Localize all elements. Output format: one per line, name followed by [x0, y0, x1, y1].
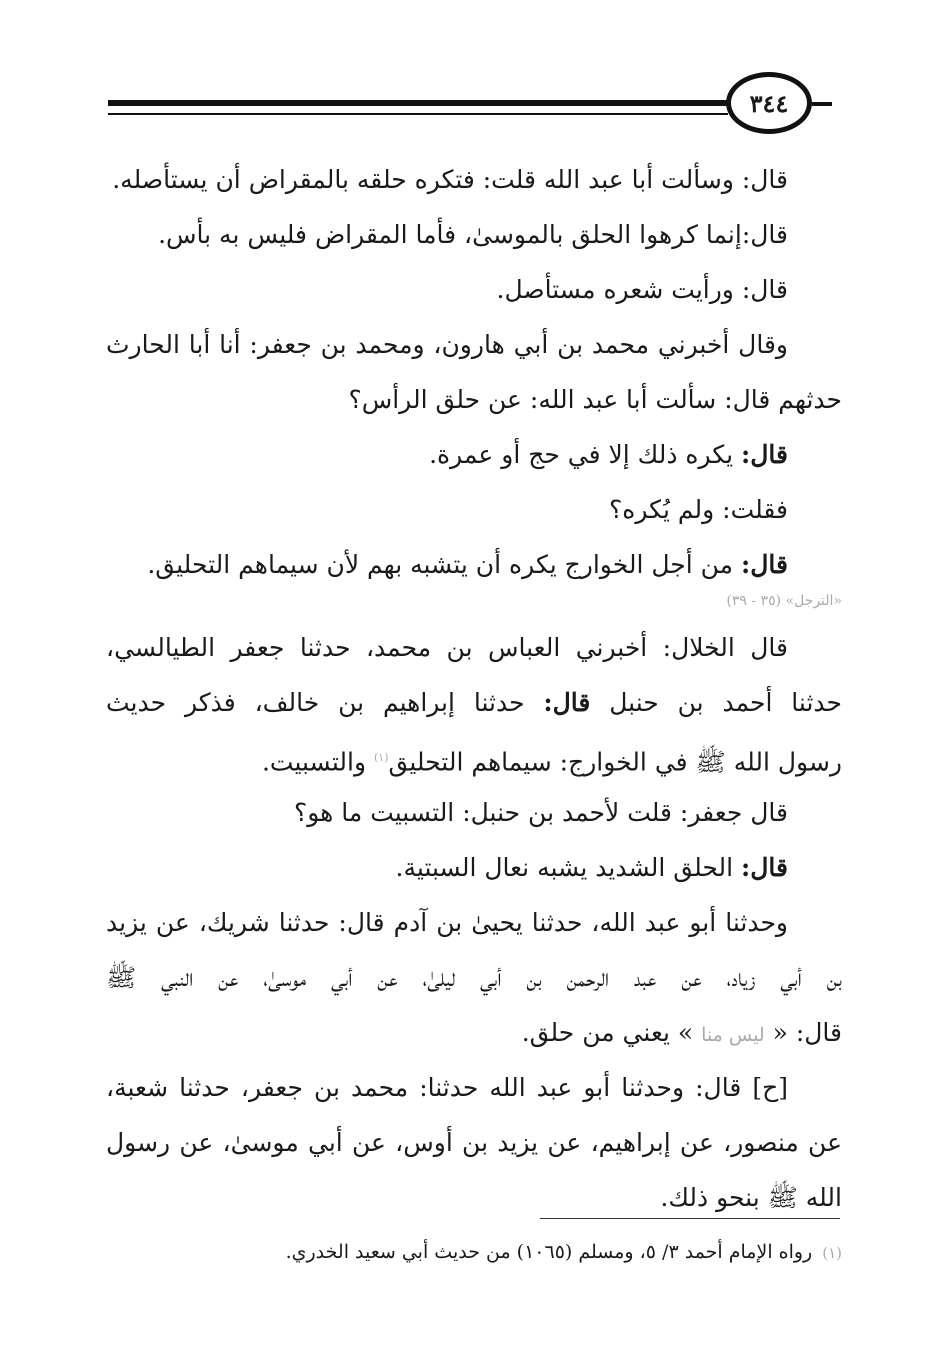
header-rule-thin [108, 113, 728, 115]
speaker-label: قال: [741, 853, 788, 882]
text-line: قال: ورأيت شعره مستأصل. [496, 275, 788, 304]
header-rule-right [812, 102, 832, 106]
text-line: قال جعفر: قلت لأحمد بن حنبل: التسبيت ما هو؟ [293, 798, 788, 827]
text-line: عن منصور، عن إبراهيم، عن يزيد بن أوس، عن أبي موسىٰ، عن رسول [106, 1128, 842, 1157]
footnote-number: (١) [822, 1244, 842, 1262]
header-rule-thick [108, 100, 728, 106]
footnote [106, 1232, 842, 1272]
text-line: قال:إنما كرهوا الحلق بالموسىٰ، فأما المقراض فليس به بأس. [158, 220, 788, 249]
line-text: والتسبيت. [261, 747, 374, 777]
text-line: وقال أخبرني محمد بن أبي هارون، ومحمد بن جعفر: أنا أبا الحارث [106, 330, 788, 359]
footnote-divider [540, 1218, 840, 1219]
line-text: حدثنا إبراهيم بن خالف، فذكر حديث [106, 688, 544, 717]
text-line [106, 537, 842, 593]
line-text: رسول الله ﷺ في الخوارج: سيماهم التحليق [388, 747, 842, 777]
footnote-text: رواه الإمام أحمد ٣/ ٥، ومسلم (١٠٦٥) من حديث أبي سعيد الخدري. [285, 1241, 813, 1263]
text-line [106, 1005, 842, 1061]
text-line: [ح] قال: وحدثنا أبو عبد الله حدثنا: محمد بن جعفر، حدثنا شعبة، [106, 1073, 788, 1102]
text-line: وحدثنا أبو عبد الله، حدثنا يحيىٰ بن آدم قال: حدثنا شريك، عن يزيد [106, 908, 788, 937]
line-text: يكره ذلك إلا في حج أو عمرة. [429, 440, 742, 469]
line-text: حدثنا أحمد بن حنبل [590, 688, 842, 717]
text-line: الله ﷺ بنحو ذلك. [660, 1183, 842, 1212]
page-header [0, 0, 931, 150]
text-line: بن أبي زياد، عن عبد الرحمن بن أبي ليلىٰ، عن أبي موسىٰ، عن النبي ﷺ [106, 963, 842, 992]
text-line [106, 427, 842, 483]
text-line: قال: وسألت أبا عبد الله قلت: فتكره حلقه بالمقراض أن يستأصله. [112, 165, 788, 194]
text-line [106, 840, 842, 896]
speaker-label: قال: [741, 440, 788, 469]
line-text: من أجل الخوارج يكره أن يتشبه بهم لأن سيماهم التحليق. [147, 550, 742, 579]
text-line: فقلت: ولم يُكره؟ [609, 495, 788, 524]
line-text: الحلق الشديد يشبه نعال السبتية. [395, 853, 742, 882]
speaker-label: قال: [543, 688, 591, 717]
page-number: ٣٤٤ [726, 72, 812, 134]
speaker-label: قال: [741, 550, 788, 579]
text-line [106, 675, 842, 731]
text-line [106, 730, 842, 786]
line-text: قال: « [764, 1018, 842, 1047]
footnote-marker: (١) [373, 751, 389, 764]
faded-quote: ليس منا [701, 1024, 765, 1046]
text-line: قال الخلال: أخبرني العباس بن محمد، حدثنا جعفر الطيالسي، [106, 633, 788, 662]
source-reference: «الترجل» (٣٥ - ٣٩) [726, 593, 842, 609]
text-line: حدثهم قال: سألت أبا عبد الله: عن حلق الرأس؟ [348, 385, 842, 414]
line-text: » يعني من حلق. [521, 1018, 702, 1047]
